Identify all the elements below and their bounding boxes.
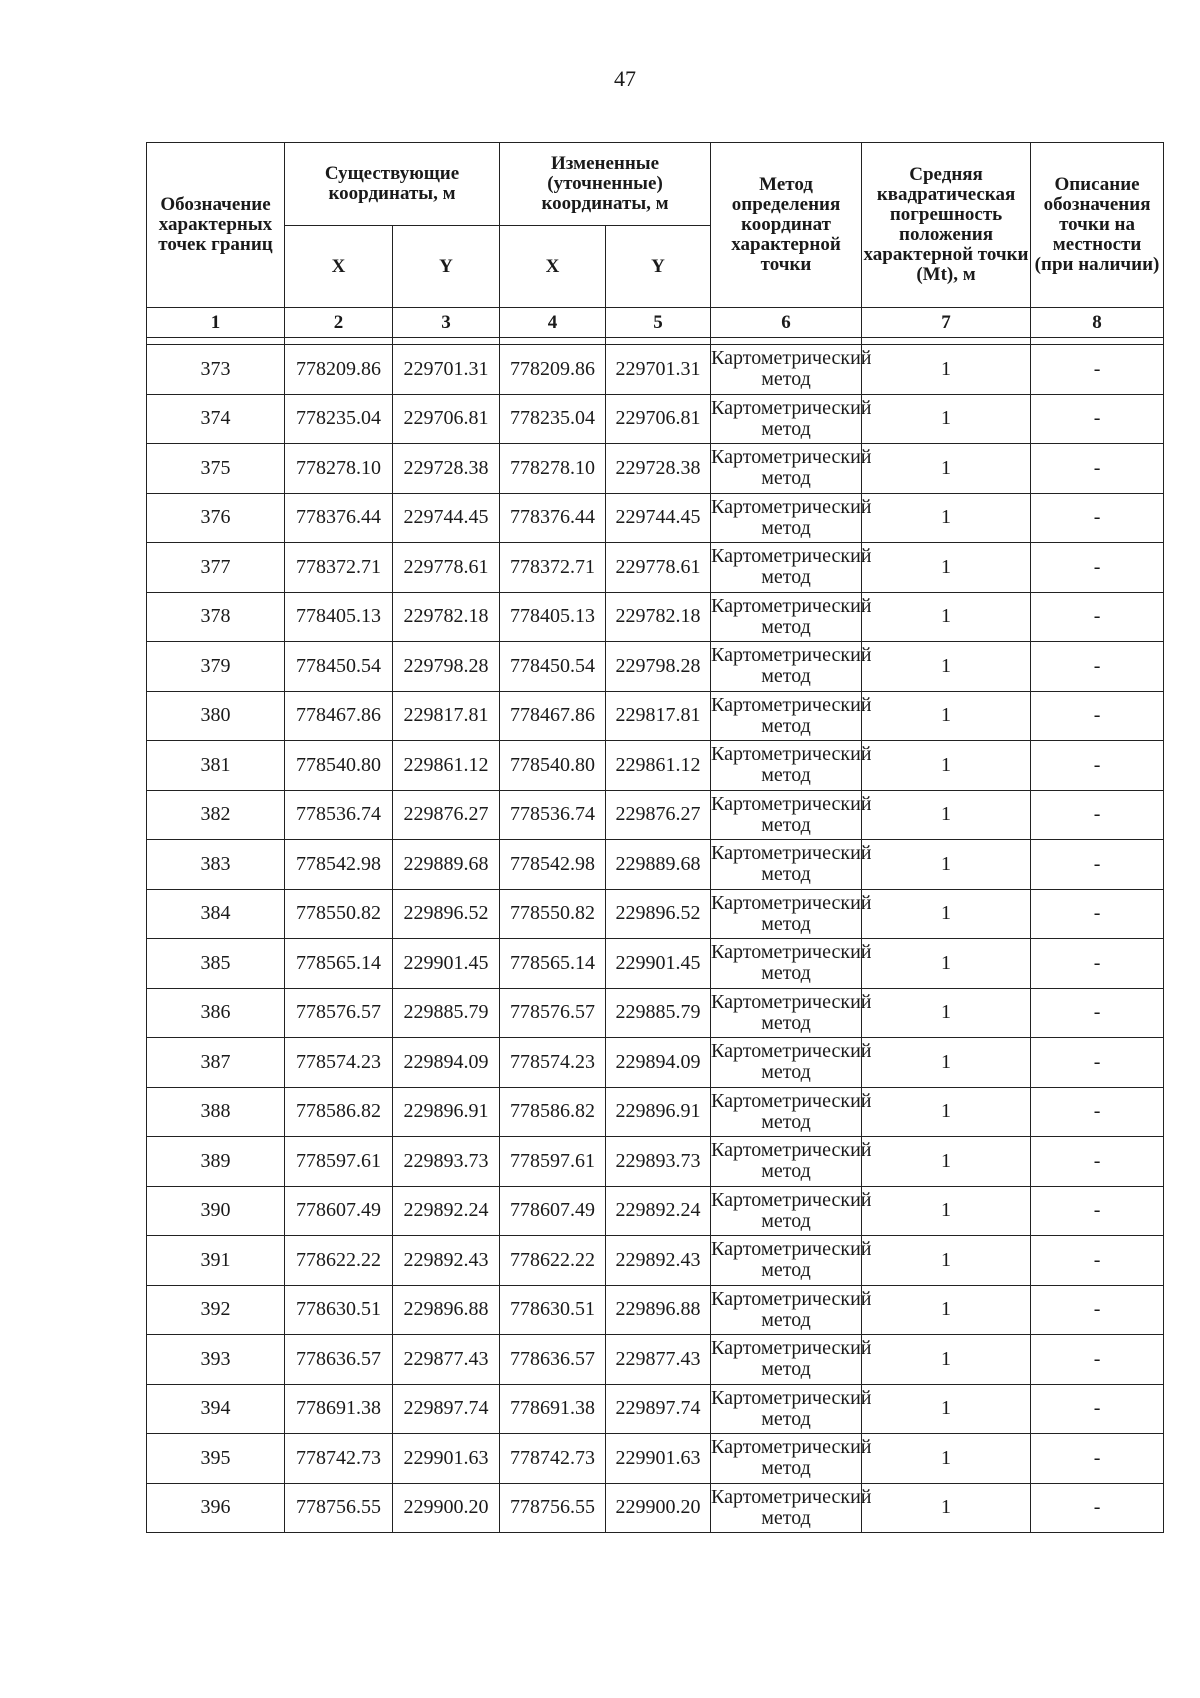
method-cell: Картометрический метод: [711, 691, 862, 741]
existing-y-cell: 229900.20: [393, 1483, 500, 1533]
point-id-cell: 377: [147, 543, 285, 593]
error-cell: 1: [862, 840, 1031, 890]
method-cell: Картометрический метод: [711, 1137, 862, 1187]
error-cell: 1: [862, 592, 1031, 642]
table-row: [147, 1137, 1164, 1187]
method-cell: Картометрический метод: [711, 1285, 862, 1335]
header-existing-coordinates: Существующие координаты, м: [285, 143, 500, 226]
page-number: 47: [614, 66, 636, 91]
changed-y-cell: 229901.45: [606, 939, 711, 989]
point-id-cell: 374: [147, 394, 285, 444]
point-id-cell: 389: [147, 1137, 285, 1187]
changed-x-cell: 778636.57: [500, 1335, 606, 1385]
point-id-cell: 373: [147, 345, 285, 395]
description-cell: -: [1031, 1087, 1164, 1137]
description-cell: -: [1031, 939, 1164, 989]
table-row: [147, 592, 1164, 642]
error-cell: 1: [862, 691, 1031, 741]
existing-x-cell: 778607.49: [285, 1186, 393, 1236]
error-cell: 1: [862, 1186, 1031, 1236]
table-row: [147, 988, 1164, 1038]
table-row: [147, 642, 1164, 692]
changed-x-cell: 778376.44: [500, 493, 606, 543]
error-cell: 1: [862, 741, 1031, 791]
existing-x-cell: 778622.22: [285, 1236, 393, 1286]
changed-x-cell: 778542.98: [500, 840, 606, 890]
error-cell: 1: [862, 889, 1031, 939]
header-existing-y: Y: [393, 226, 500, 308]
error-cell: 1: [862, 988, 1031, 1038]
changed-x-cell: 778597.61: [500, 1137, 606, 1187]
separator-cell: [500, 338, 606, 345]
method-cell: Картометрический метод: [711, 592, 862, 642]
point-id-cell: 379: [147, 642, 285, 692]
existing-y-cell: 229897.74: [393, 1384, 500, 1434]
method-cell: Картометрический метод: [711, 493, 862, 543]
existing-y-cell: 229896.88: [393, 1285, 500, 1335]
point-id-cell: 382: [147, 790, 285, 840]
description-cell: -: [1031, 988, 1164, 1038]
description-cell: -: [1031, 642, 1164, 692]
description-cell: -: [1031, 1434, 1164, 1484]
error-cell: 1: [862, 939, 1031, 989]
column-number: 4: [500, 308, 606, 338]
existing-x-cell: 778574.23: [285, 1038, 393, 1088]
method-cell: Картометрический метод: [711, 1335, 862, 1385]
header-mean-error: Средняя квадратическая погрешность положения характерной точки (Mt), м: [862, 143, 1031, 308]
description-cell: -: [1031, 345, 1164, 395]
existing-y-cell: 229893.73: [393, 1137, 500, 1187]
method-cell: Картометрический метод: [711, 642, 862, 692]
header-changed-y: Y: [606, 226, 711, 308]
table-row: [147, 1038, 1164, 1088]
changed-y-cell: 229701.31: [606, 345, 711, 395]
table-row: [147, 543, 1164, 593]
method-cell: Картометрический метод: [711, 1186, 862, 1236]
changed-y-cell: 229778.61: [606, 543, 711, 593]
point-id-cell: 378: [147, 592, 285, 642]
changed-x-cell: 778607.49: [500, 1186, 606, 1236]
description-cell: -: [1031, 1384, 1164, 1434]
existing-x-cell: 778372.71: [285, 543, 393, 593]
description-cell: -: [1031, 1186, 1164, 1236]
existing-x-cell: 778636.57: [285, 1335, 393, 1385]
changed-x-cell: 778630.51: [500, 1285, 606, 1335]
point-id-cell: 383: [147, 840, 285, 890]
error-cell: 1: [862, 345, 1031, 395]
changed-y-cell: 229706.81: [606, 394, 711, 444]
existing-y-cell: 229892.24: [393, 1186, 500, 1236]
table-row: [147, 840, 1164, 890]
description-cell: -: [1031, 889, 1164, 939]
method-cell: Картометрический метод: [711, 543, 862, 593]
existing-y-cell: 229894.09: [393, 1038, 500, 1088]
existing-x-cell: 778405.13: [285, 592, 393, 642]
changed-x-cell: 778565.14: [500, 939, 606, 989]
changed-y-cell: 229892.43: [606, 1236, 711, 1286]
existing-x-cell: 778540.80: [285, 741, 393, 791]
separator-cell: [606, 338, 711, 345]
existing-y-cell: 229885.79: [393, 988, 500, 1038]
description-cell: -: [1031, 592, 1164, 642]
method-cell: Картометрический метод: [711, 345, 862, 395]
table-row: [147, 1285, 1164, 1335]
changed-x-cell: 778209.86: [500, 345, 606, 395]
changed-y-cell: 229876.27: [606, 790, 711, 840]
changed-y-cell: 229798.28: [606, 642, 711, 692]
method-cell: Картометрический метод: [711, 840, 862, 890]
changed-x-cell: 778622.22: [500, 1236, 606, 1286]
table-row: [147, 1236, 1164, 1286]
description-cell: -: [1031, 1137, 1164, 1187]
existing-x-cell: 778467.86: [285, 691, 393, 741]
table-row: [147, 1335, 1164, 1385]
existing-x-cell: 778576.57: [285, 988, 393, 1038]
changed-x-cell: 778742.73: [500, 1434, 606, 1484]
method-cell: Картометрический метод: [711, 1038, 862, 1088]
description-cell: -: [1031, 1285, 1164, 1335]
point-id-cell: 381: [147, 741, 285, 791]
changed-x-cell: 778467.86: [500, 691, 606, 741]
error-cell: 1: [862, 1384, 1031, 1434]
existing-x-cell: 778597.61: [285, 1137, 393, 1187]
changed-x-cell: 778278.10: [500, 444, 606, 494]
point-id-cell: 387: [147, 1038, 285, 1088]
description-cell: -: [1031, 790, 1164, 840]
header-description: Описание обозначения точки на местности (при наличии): [1031, 143, 1164, 308]
method-cell: Картометрический метод: [711, 1434, 862, 1484]
changed-y-cell: 229817.81: [606, 691, 711, 741]
existing-x-cell: 778450.54: [285, 642, 393, 692]
column-number: 8: [1031, 308, 1164, 338]
point-id-cell: 394: [147, 1384, 285, 1434]
separator-cell: [862, 338, 1031, 345]
existing-y-cell: 229782.18: [393, 592, 500, 642]
changed-x-cell: 778586.82: [500, 1087, 606, 1137]
description-cell: -: [1031, 1335, 1164, 1385]
table-row: [147, 790, 1164, 840]
description-cell: -: [1031, 1483, 1164, 1533]
error-cell: 1: [862, 1087, 1031, 1137]
changed-y-cell: 229900.20: [606, 1483, 711, 1533]
changed-y-cell: 229893.73: [606, 1137, 711, 1187]
existing-y-cell: 229817.81: [393, 691, 500, 741]
changed-x-cell: 778450.54: [500, 642, 606, 692]
header-existing-x: X: [285, 226, 393, 308]
existing-y-cell: 229876.27: [393, 790, 500, 840]
method-cell: Картометрический метод: [711, 790, 862, 840]
existing-y-cell: 229861.12: [393, 741, 500, 791]
changed-y-cell: 229892.24: [606, 1186, 711, 1236]
error-cell: 1: [862, 394, 1031, 444]
changed-y-cell: 229885.79: [606, 988, 711, 1038]
header-point-designation: Обозначение характерных точек границ: [147, 143, 285, 308]
existing-y-cell: 229892.43: [393, 1236, 500, 1286]
existing-y-cell: 229896.91: [393, 1087, 500, 1137]
description-cell: -: [1031, 741, 1164, 791]
existing-y-cell: 229701.31: [393, 345, 500, 395]
point-id-cell: 384: [147, 889, 285, 939]
changed-y-cell: 229896.88: [606, 1285, 711, 1335]
separator-cell: [285, 338, 393, 345]
existing-y-cell: 229901.63: [393, 1434, 500, 1484]
changed-y-cell: 229889.68: [606, 840, 711, 890]
separator-cell: [711, 338, 862, 345]
existing-x-cell: 778586.82: [285, 1087, 393, 1137]
column-numbers-row: [147, 308, 1164, 338]
error-cell: 1: [862, 1285, 1031, 1335]
header-method: Метод определения координат характерной точки: [711, 143, 862, 308]
column-number: 3: [393, 308, 500, 338]
existing-x-cell: 778542.98: [285, 840, 393, 890]
method-cell: Картометрический метод: [711, 1236, 862, 1286]
table-row: [147, 394, 1164, 444]
existing-y-cell: 229877.43: [393, 1335, 500, 1385]
changed-y-cell: 229901.63: [606, 1434, 711, 1484]
table-row: [147, 1186, 1164, 1236]
error-cell: 1: [862, 444, 1031, 494]
existing-y-cell: 229778.61: [393, 543, 500, 593]
point-id-cell: 380: [147, 691, 285, 741]
header-changed-x: X: [500, 226, 606, 308]
existing-y-cell: 229889.68: [393, 840, 500, 890]
changed-y-cell: 229744.45: [606, 493, 711, 543]
point-id-cell: 385: [147, 939, 285, 989]
table-row: [147, 1483, 1164, 1533]
column-number: 6: [711, 308, 862, 338]
changed-y-cell: 229894.09: [606, 1038, 711, 1088]
existing-x-cell: 778376.44: [285, 493, 393, 543]
column-number: 2: [285, 308, 393, 338]
separator-cell: [147, 338, 285, 345]
point-id-cell: 386: [147, 988, 285, 1038]
changed-y-cell: 229877.43: [606, 1335, 711, 1385]
error-cell: 1: [862, 1236, 1031, 1286]
changed-y-cell: 229728.38: [606, 444, 711, 494]
method-cell: Картометрический метод: [711, 1087, 862, 1137]
error-cell: 1: [862, 1137, 1031, 1187]
error-cell: 1: [862, 642, 1031, 692]
changed-x-cell: 778756.55: [500, 1483, 606, 1533]
changed-y-cell: 229782.18: [606, 592, 711, 642]
description-cell: -: [1031, 691, 1164, 741]
existing-y-cell: 229744.45: [393, 493, 500, 543]
table-row: [147, 939, 1164, 989]
method-cell: Картометрический метод: [711, 889, 862, 939]
existing-y-cell: 229706.81: [393, 394, 500, 444]
point-id-cell: 390: [147, 1186, 285, 1236]
point-id-cell: 393: [147, 1335, 285, 1385]
existing-x-cell: 778278.10: [285, 444, 393, 494]
description-cell: -: [1031, 493, 1164, 543]
table-row: [147, 889, 1164, 939]
description-cell: -: [1031, 444, 1164, 494]
coordinates-table: [146, 142, 1164, 1533]
column-number: 1: [147, 308, 285, 338]
table-row: [147, 1384, 1164, 1434]
method-cell: Картометрический метод: [711, 444, 862, 494]
existing-x-cell: 778209.86: [285, 345, 393, 395]
error-cell: 1: [862, 1335, 1031, 1385]
method-cell: Картометрический метод: [711, 988, 862, 1038]
description-cell: -: [1031, 1236, 1164, 1286]
point-id-cell: 376: [147, 493, 285, 543]
changed-y-cell: 229896.91: [606, 1087, 711, 1137]
error-cell: 1: [862, 1483, 1031, 1533]
error-cell: 1: [862, 790, 1031, 840]
existing-x-cell: 778235.04: [285, 394, 393, 444]
method-cell: Картометрический метод: [711, 394, 862, 444]
table-row: [147, 1087, 1164, 1137]
changed-y-cell: 229861.12: [606, 741, 711, 791]
point-id-cell: 392: [147, 1285, 285, 1335]
column-number: 5: [606, 308, 711, 338]
existing-y-cell: 229896.52: [393, 889, 500, 939]
changed-x-cell: 778550.82: [500, 889, 606, 939]
changed-y-cell: 229897.74: [606, 1384, 711, 1434]
description-cell: -: [1031, 840, 1164, 890]
point-id-cell: 388: [147, 1087, 285, 1137]
description-cell: -: [1031, 394, 1164, 444]
table-row: [147, 1434, 1164, 1484]
changed-x-cell: 778235.04: [500, 394, 606, 444]
point-id-cell: 391: [147, 1236, 285, 1286]
header-separator: [147, 338, 1164, 345]
point-id-cell: 396: [147, 1483, 285, 1533]
existing-y-cell: 229798.28: [393, 642, 500, 692]
method-cell: Картометрический метод: [711, 741, 862, 791]
table-row: [147, 741, 1164, 791]
error-cell: 1: [862, 493, 1031, 543]
existing-x-cell: 778565.14: [285, 939, 393, 989]
existing-y-cell: 229901.45: [393, 939, 500, 989]
existing-x-cell: 778536.74: [285, 790, 393, 840]
table-row: [147, 444, 1164, 494]
changed-x-cell: 778405.13: [500, 592, 606, 642]
separator-cell: [1031, 338, 1164, 345]
point-id-cell: 395: [147, 1434, 285, 1484]
changed-x-cell: 778540.80: [500, 741, 606, 791]
point-id-cell: 375: [147, 444, 285, 494]
existing-x-cell: 778630.51: [285, 1285, 393, 1335]
existing-y-cell: 229728.38: [393, 444, 500, 494]
existing-x-cell: 778756.55: [285, 1483, 393, 1533]
existing-x-cell: 778550.82: [285, 889, 393, 939]
separator-cell: [393, 338, 500, 345]
changed-x-cell: 778576.57: [500, 988, 606, 1038]
table-row: [147, 493, 1164, 543]
error-cell: 1: [862, 1434, 1031, 1484]
column-number: 7: [862, 308, 1031, 338]
description-cell: -: [1031, 1038, 1164, 1088]
changed-x-cell: 778536.74: [500, 790, 606, 840]
header-changed-coordinates: Измененные (уточненные) координаты, м: [500, 143, 711, 226]
existing-x-cell: 778691.38: [285, 1384, 393, 1434]
method-cell: Картометрический метод: [711, 1384, 862, 1434]
error-cell: 1: [862, 543, 1031, 593]
method-cell: Картометрический метод: [711, 939, 862, 989]
table-row: [147, 345, 1164, 395]
changed-x-cell: 778691.38: [500, 1384, 606, 1434]
changed-x-cell: 778574.23: [500, 1038, 606, 1088]
changed-y-cell: 229896.52: [606, 889, 711, 939]
description-cell: -: [1031, 543, 1164, 593]
table-row: [147, 691, 1164, 741]
existing-x-cell: 778742.73: [285, 1434, 393, 1484]
method-cell: Картометрический метод: [711, 1483, 862, 1533]
changed-x-cell: 778372.71: [500, 543, 606, 593]
error-cell: 1: [862, 1038, 1031, 1088]
